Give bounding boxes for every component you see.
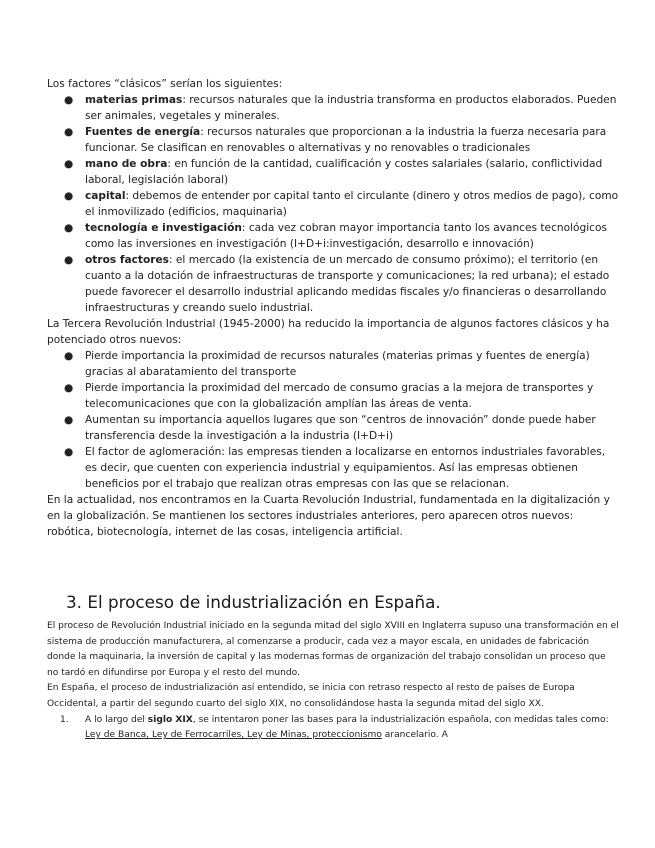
bullet-icon: ● [64, 414, 74, 426]
factor-text: : cada vez cobran mayor importancia tanto los avances tecnológicos como las inversiones en investigación (I+D+i:investigación, desarrollo e innovación) [85, 222, 608, 250]
factor-term: capital [85, 190, 126, 202]
factor-term: materias primas [85, 94, 183, 106]
third-revolution-text: La Tercera Revolución Industrial (1945-2000) ha reducido la importancia de algunos factores clásicos y ha potenciado otros nuevos: [47, 318, 610, 346]
factor-term: tecnología e investigación [85, 222, 242, 234]
list-item [0, 124, 655, 156]
changes-list [0, 348, 655, 492]
list-item [0, 380, 655, 412]
factor-text: : recursos naturales que la industria transforma en productos elaborados. Pueden ser animales, vegetales y minerales. [85, 94, 617, 122]
section-heading: 3. El proceso de industrialización en España. [66, 592, 441, 612]
fourth-revolution-text: En la actualidad, nos encontramos en la Cuarta Revolución Industrial, fundamentada en la digitalización y en la globalización. Se mantienen los sectores industriales anteriores, pero aparecen otros nuevos: robótica, biotecnología, internet de las cosas, inteligencia artificial. [47, 494, 610, 538]
bullet-icon: ● [64, 190, 74, 202]
factor-term: otros factores [85, 254, 169, 266]
list-item [0, 252, 655, 316]
laws-link[interactable]: Ley de Banca, Ley de Ferrocarriles, Ley de Minas, proteccionismo [85, 730, 382, 741]
list-item [0, 713, 655, 744]
list-item [0, 156, 655, 188]
bullet-icon: ● [64, 254, 74, 266]
industrialization-section [0, 619, 655, 744]
item-number: 1. [60, 714, 69, 725]
bullet-icon: ● [64, 126, 74, 138]
factor-text: : en función de la cantidad, cualificación y costes salariales (salario, conflictividad laboral, legislación laboral) [85, 158, 603, 186]
list-item [0, 444, 655, 492]
list-item [0, 220, 655, 252]
bullet-icon: ● [64, 446, 74, 458]
change-text: El factor de aglomeración: las empresas tienden a localizarse en entornos industriales favorables, es decir, que cuenten con experiencia industrial y equipamientos. Así las empresas obtienen beneficios por el trabajo que realizan otras empresas con las que se relacionan. [85, 446, 606, 490]
factors-list [0, 92, 655, 316]
paragraph-2: En España, el proceso de industrialización así entendido, se inicia con retraso respecto al resto de países de Europa Occidental, a partir del segundo cuarto del siglo XIX, no consolidándose hasta la segunda mitad del siglo XX. [47, 683, 575, 709]
item-bold-text: siglo XIX [147, 714, 193, 725]
bullet-icon: ● [64, 382, 74, 394]
section-heading-block [0, 591, 655, 613]
list-item [0, 348, 655, 380]
list-item [0, 188, 655, 220]
numbered-list [0, 713, 655, 744]
item-text: A lo largo del [85, 714, 148, 725]
bullet-icon: ● [64, 158, 74, 170]
item-text: , se intentaron poner las bases para la industrialización española, con medidas tales como: [192, 714, 609, 725]
factor-text: : recursos naturales que proporcionan a la industria la fuerza necesaria para funcionar. Se clasifican en renovables o alternativas y no renovables o tradicionales [85, 126, 607, 154]
factors-section [0, 76, 655, 540]
intro-text: Los factores “clásicos” serían los siguientes: [47, 78, 283, 90]
factor-text: : el mercado (la existencia de un mercado de consumo próximo); el territorio (en cuanto a la dotación de infraestructuras de transporte y comunicaciones; la red urbana); el estado puede favorecer el desarrollo industrial aplicando medidas fiscales y/o financieras o desarrollando infraestructuras y creando suelo industrial. [85, 254, 610, 314]
bullet-icon: ● [64, 350, 74, 362]
list-item [0, 92, 655, 124]
factor-text: : debemos de entender por capital tanto el circulante (dinero y otros medios de pago), como el inmovilizado (edificios, maquinaria) [85, 190, 619, 218]
item-text: arancelario. A [381, 730, 448, 741]
list-item [0, 412, 655, 444]
factor-term: mano de obra [85, 158, 168, 170]
change-text: Pierde importancia la proximidad de recursos naturales (materias primas y fuentes de energía) gracias al abaratamiento del transporte [85, 350, 590, 378]
factor-term: Fuentes de energía [85, 126, 201, 138]
change-text: Pierde importancia la proximidad del mercado de consumo gracias a la mejora de transportes y telecomunicaciones que con la globalización amplían las áreas de venta. [85, 382, 594, 410]
bullet-icon: ● [64, 94, 74, 106]
bullet-icon: ● [64, 222, 74, 234]
paragraph-1: El proceso de Revolución Industrial iniciado en la segunda mitad del siglo XVIII en Inglaterra supuso una transformación en el sistema de producción manufacturera, al comenzarse a producir, cada vez a mayor escala, en unidades de fabricación donde la maquinaria, la inversión de capital y las modernas formas de organización del trabajo consolidan un proceso que no tardó en difundirse por Europa y el resto del mundo. [47, 621, 619, 678]
change-text: Aumentan su importancia aquellos lugares que son “centros de innovación” donde puede haber transferencia desde la investigación a la industria (I+D+i) [85, 414, 596, 442]
